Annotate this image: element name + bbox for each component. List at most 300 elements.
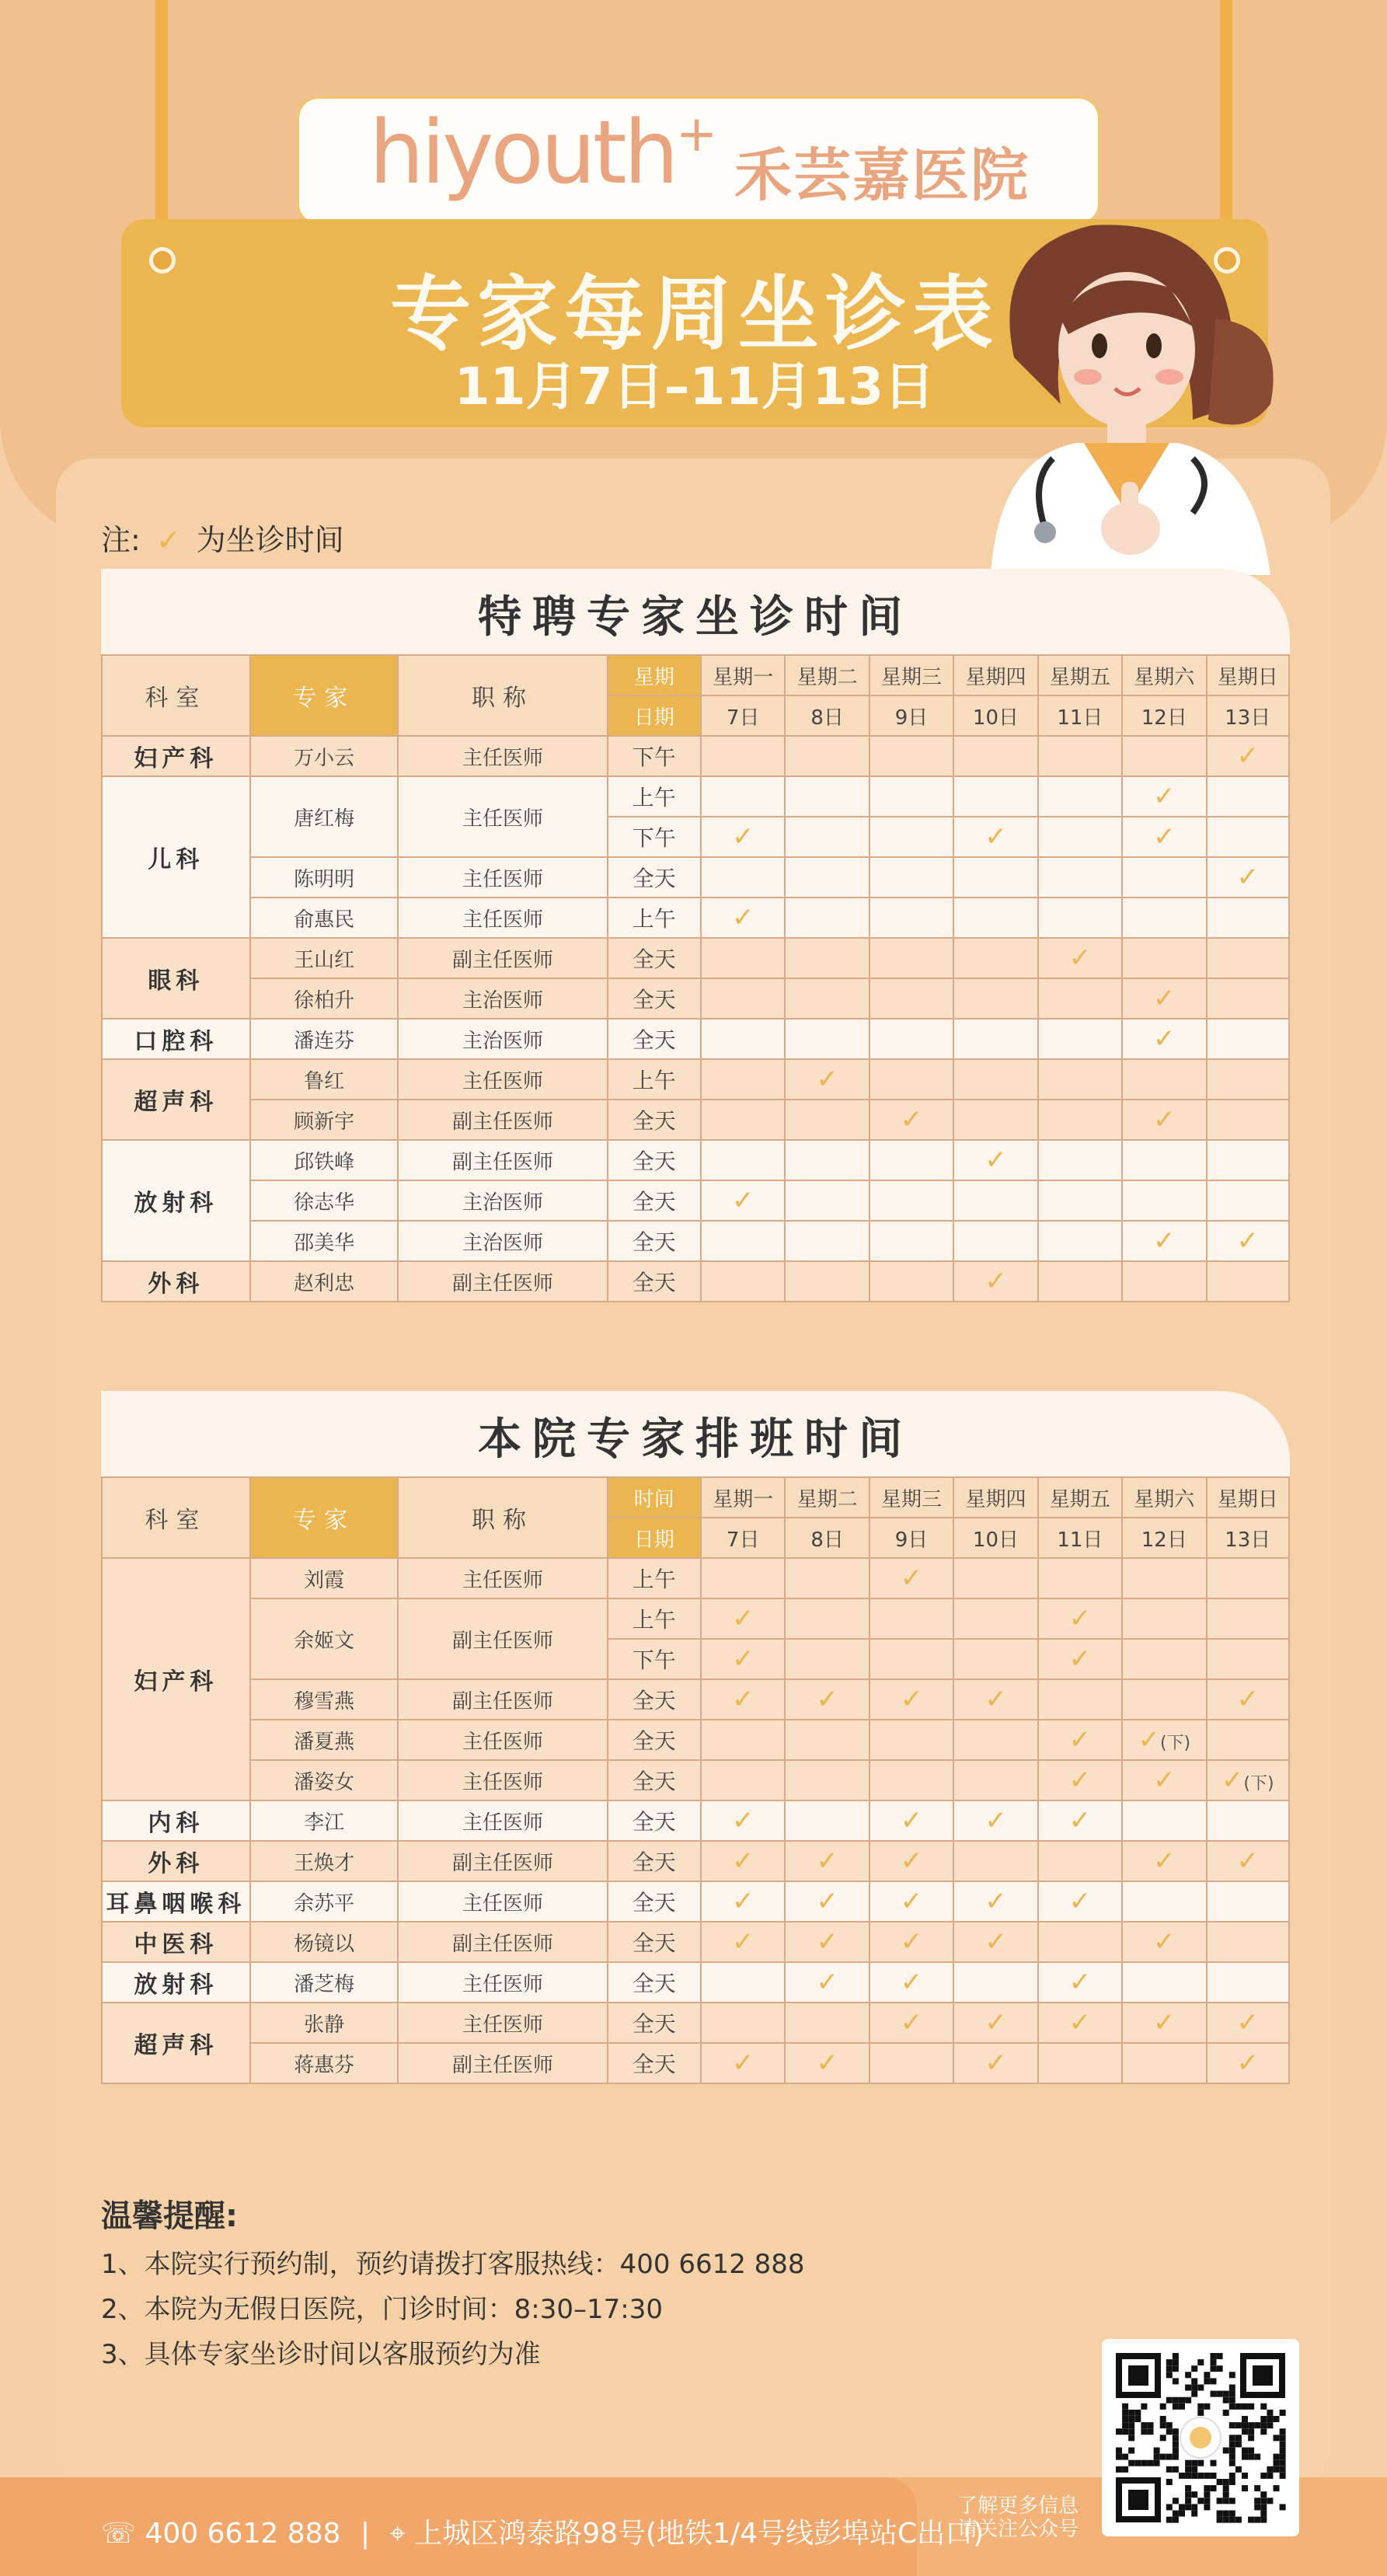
schedule-cell	[701, 1639, 785, 1679]
schedule-cell	[785, 1922, 869, 1962]
schedule-cell	[701, 1221, 785, 1261]
schedule-cell	[1038, 1019, 1122, 1059]
date-header: 10日	[953, 695, 1037, 736]
qr-code[interactable]	[1102, 2339, 1299, 2536]
table-row	[102, 938, 1289, 978]
schedule-cell	[869, 1800, 953, 1841]
schedule-cell	[869, 1019, 953, 1059]
schedule-cell	[1038, 2003, 1122, 2043]
check-icon: ✓(下)	[1138, 1724, 1191, 1755]
time-slot-cell: 全天	[608, 1922, 701, 1962]
check-icon: ✓	[1153, 983, 1176, 1014]
check-icon: ✓	[1153, 1765, 1176, 1796]
schedule-cell	[1207, 1962, 1289, 2003]
schedule-cell	[1122, 1180, 1206, 1221]
expert-name-cell: 邱铁峰	[250, 1140, 399, 1180]
expert-name-cell: 余姬文	[250, 1598, 399, 1679]
schedule-cell	[1038, 1679, 1122, 1720]
page-title: 专家每周坐诊表	[389, 267, 999, 361]
dept-cell: 内科	[102, 1800, 250, 1841]
schedule-cell	[1207, 1800, 1289, 1841]
schedule-cell	[869, 1598, 953, 1639]
section-header-inhouse	[101, 1391, 1290, 1476]
footer-contact	[101, 2512, 984, 2551]
table-row	[102, 1800, 1289, 1841]
expert-title-cell: 主任医师	[398, 776, 607, 857]
schedule-cell	[1038, 1598, 1122, 1639]
schedule-cell	[785, 1221, 869, 1261]
schedule-cell	[785, 898, 869, 938]
day-header: 星期四	[953, 655, 1037, 695]
expert-name-cell: 徐志华	[250, 1180, 399, 1221]
schedule-cell	[953, 1679, 1037, 1720]
expert-name-cell: 唐红梅	[250, 776, 399, 857]
time-slot-cell: 下午	[608, 1639, 701, 1679]
schedule-cell	[701, 857, 785, 898]
schedule-cell	[1038, 857, 1122, 898]
schedule-cell	[953, 817, 1037, 857]
date-header: 11日	[1038, 695, 1122, 736]
col-dept-header: 科室	[102, 655, 250, 736]
schedule-cell	[953, 1140, 1037, 1180]
schedule-cell	[785, 1800, 869, 1841]
time-slot-cell: 上午	[608, 898, 701, 938]
expert-title-cell: 主任医师	[398, 1558, 607, 1598]
tips-title: 温馨提醒:	[101, 2198, 238, 2234]
schedule-cell	[1207, 2003, 1289, 2043]
time-slot-cell: 上午	[608, 776, 701, 817]
schedule-cell	[1122, 817, 1206, 857]
table-row	[102, 1881, 1289, 1922]
section-title: 特聘专家坐诊时间	[478, 592, 913, 643]
check-icon: ✓	[816, 1967, 838, 1998]
schedule-cell	[1038, 1639, 1122, 1679]
schedule-cell	[1122, 1639, 1206, 1679]
check-icon: ✓	[900, 1846, 923, 1877]
schedule-cell	[953, 1100, 1037, 1140]
schedule-cell	[1207, 1598, 1289, 1639]
time-slot-cell: 全天	[608, 1140, 701, 1180]
time-slot-cell: 下午	[608, 817, 701, 857]
check-icon: ✓	[1068, 1967, 1092, 1998]
schedule-cell	[785, 1558, 869, 1598]
schedule-cell	[1207, 1261, 1289, 1302]
expert-name-cell: 顾新宇	[250, 1100, 399, 1140]
check-icon: ✓	[900, 2007, 923, 2038]
expert-title-cell: 主任医师	[398, 736, 607, 776]
day-header: 星期五	[1038, 655, 1122, 695]
time-slot-cell: 全天	[608, 1962, 701, 2003]
time-slot-cell: 全天	[608, 1800, 701, 1841]
schedule-cell	[785, 1598, 869, 1639]
expert-name-cell: 刘霞	[250, 1558, 399, 1598]
schedule-cell	[785, 1679, 869, 1720]
schedule-cell	[1122, 2003, 1206, 2043]
date-label: 日期	[608, 1518, 701, 1558]
schedule-cell	[785, 1059, 869, 1100]
check-icon: ✓	[731, 1846, 754, 1877]
time-slot-cell: 全天	[608, 1881, 701, 1922]
schedule-cell	[953, 1059, 1037, 1100]
schedule-cell	[701, 1800, 785, 1841]
schedule-cell	[1122, 1720, 1206, 1760]
schedule-cell	[1122, 736, 1206, 776]
time-slot-cell: 上午	[608, 1558, 701, 1598]
date-header: 7日	[701, 695, 785, 736]
schedule-cell	[701, 1679, 785, 1720]
schedule-cell	[701, 736, 785, 776]
schedule-cell	[1038, 1841, 1122, 1881]
schedule-cell	[1122, 1598, 1206, 1639]
hospital-name: 禾芸嘉医院	[734, 142, 1030, 209]
table-row	[102, 1598, 1289, 1639]
schedule-cell	[701, 1922, 785, 1962]
date-header: 7日	[701, 1518, 785, 1558]
schedule-cell	[953, 1180, 1037, 1221]
schedule-cell	[701, 1598, 785, 1639]
expert-name-cell: 潘芝梅	[250, 1962, 399, 2003]
schedule-cell	[1038, 1800, 1122, 1841]
check-icon: ✓	[816, 2048, 838, 2079]
schedule-cell	[953, 1841, 1037, 1881]
tip-item: 1、本院实行预约制，预约请拨打客服热线：400 6612 888	[101, 2249, 805, 2280]
time-slot-cell: 上午	[608, 1598, 701, 1639]
dept-cell: 外科	[102, 1841, 250, 1881]
col-title-header: 职称	[398, 655, 607, 736]
schedule-cell	[1207, 898, 1289, 938]
check-icon: ✓	[1236, 1846, 1259, 1877]
schedule-cell	[1122, 1261, 1206, 1302]
check-icon: ✓	[1153, 1104, 1176, 1135]
expert-name-cell: 赵利忠	[250, 1261, 399, 1302]
time-slot-cell: 全天	[608, 1841, 701, 1881]
time-slot-cell: 全天	[608, 938, 701, 978]
table-row	[102, 1720, 1289, 1760]
schedule-cell	[785, 978, 869, 1019]
check-icon: ✓	[1068, 2007, 1092, 2038]
expert-title-cell: 主治医师	[398, 1221, 607, 1261]
schedule-cell	[869, 1558, 953, 1598]
date-header: 9日	[869, 695, 953, 736]
schedule-cell	[785, 2003, 869, 2043]
expert-title-cell: 主任医师	[398, 1760, 607, 1800]
expert-name-cell: 陈明明	[250, 857, 399, 898]
dept-cell: 中医科	[102, 1922, 250, 1962]
date-header: 10日	[953, 1518, 1037, 1558]
schedule-cell	[1122, 1100, 1206, 1140]
expert-name-cell: 王焕才	[250, 1841, 399, 1881]
schedule-cell	[785, 857, 869, 898]
check-icon: ✓	[1236, 741, 1259, 772]
expert-title-cell: 主治医师	[398, 978, 607, 1019]
footer-address: 上城区鸿泰路98号(地铁1/4号线彭埠站C出口)	[414, 2518, 984, 2550]
schedule-cell	[1038, 1558, 1122, 1598]
schedule-cell	[1207, 817, 1289, 857]
table-row	[102, 1841, 1289, 1881]
expert-title-cell: 副主任医师	[398, 1598, 607, 1679]
qr-caption-line1: 了解更多信息	[957, 2494, 1079, 2518]
schedule-cell	[1207, 1881, 1289, 1922]
check-icon: ✓	[1068, 1603, 1092, 1634]
check-icon: ✓	[816, 1926, 838, 1957]
day-header: 星期二	[785, 655, 869, 695]
schedule-cell	[1122, 1059, 1206, 1100]
time-slot-cell: 全天	[608, 978, 701, 1019]
day-header: 星期二	[785, 1477, 869, 1518]
schedule-cell	[869, 817, 953, 857]
schedule-cell	[953, 1760, 1037, 1800]
expert-title-cell: 主任医师	[398, 857, 607, 898]
schedule-cell	[1207, 978, 1289, 1019]
check-icon: ✓	[1153, 821, 1176, 852]
schedule-cell	[1038, 1059, 1122, 1100]
time-slot-cell: 全天	[608, 1221, 701, 1261]
expert-name-cell: 余苏平	[250, 1881, 399, 1922]
date-label: 日期	[608, 695, 701, 736]
expert-title-cell: 副主任医师	[398, 1922, 607, 1962]
check-icon: ✓	[731, 1684, 754, 1715]
date-range: 11月7日–11月13日	[454, 357, 936, 417]
schedule-cell	[953, 978, 1037, 1019]
tip-item: 3、具体专家坐诊时间以客服预约为准	[101, 2339, 541, 2370]
schedule-cell	[1207, 1221, 1289, 1261]
schedule-cell	[1207, 776, 1289, 817]
schedule-cell	[1207, 938, 1289, 978]
schedule-cell	[1038, 1881, 1122, 1922]
dept-cell: 耳鼻咽喉科	[102, 1881, 250, 1922]
week-label: 时间	[608, 1477, 701, 1518]
dept-cell: 口腔科	[102, 1019, 250, 1059]
schedule-cell	[1207, 1140, 1289, 1180]
check-icon: ✓	[816, 1886, 838, 1917]
schedule-cell	[869, 857, 953, 898]
day-header: 星期六	[1122, 655, 1206, 695]
expert-title-cell: 副主任医师	[398, 1841, 607, 1881]
schedule-cell	[869, 1922, 953, 1962]
day-header: 星期一	[701, 1477, 785, 1518]
time-slot-cell: 全天	[608, 1679, 701, 1720]
time-slot-cell: 全天	[608, 1720, 701, 1760]
schedule-cell	[701, 1841, 785, 1881]
expert-name-cell: 王山红	[250, 938, 399, 978]
brand-plus: +	[675, 106, 715, 163]
table-row	[102, 1100, 1289, 1140]
schedule-cell	[785, 817, 869, 857]
date-header: 8日	[785, 1518, 869, 1558]
table-row	[102, 1922, 1289, 1962]
dept-cell: 放射科	[102, 1962, 250, 2003]
qr-caption-line2: 请关注公众号	[957, 2518, 1079, 2541]
schedule-cell	[1207, 2043, 1289, 2083]
schedule-cell	[1122, 1679, 1206, 1720]
schedule-cell	[785, 1261, 869, 1302]
expert-title-cell: 主任医师	[398, 1720, 607, 1760]
expert-name-cell: 蒋惠芬	[250, 2043, 399, 2083]
check-icon: ✓	[1068, 1724, 1092, 1755]
check-icon: ✓	[1068, 1765, 1092, 1796]
schedule-cell	[785, 1639, 869, 1679]
schedule-cell	[953, 1720, 1037, 1760]
brand-logo	[369, 103, 715, 204]
schedule-cell	[953, 776, 1037, 817]
schedule-cell	[1122, 1841, 1206, 1881]
expert-name-cell: 鲁红	[250, 1059, 399, 1100]
day-header: 星期五	[1038, 1477, 1122, 1518]
schedule-cell	[701, 1100, 785, 1140]
time-slot-cell: 全天	[608, 2043, 701, 2083]
dept-cell: 超声科	[102, 1059, 250, 1140]
table-row	[102, 1962, 1289, 2003]
expert-title-cell: 主任医师	[398, 898, 607, 938]
check-icon: ✓	[731, 1926, 754, 1957]
time-slot-cell: 全天	[608, 857, 701, 898]
schedule-cell	[701, 1962, 785, 2003]
note-text: 为坐诊时间	[196, 523, 344, 557]
schedule-cell	[1038, 978, 1122, 1019]
check-icon: ✓	[731, 1805, 754, 1836]
schedule-cell	[953, 736, 1037, 776]
schedule-cell	[869, 1261, 953, 1302]
day-header: 星期日	[1207, 1477, 1289, 1518]
schedule-cell	[1122, 1800, 1206, 1841]
expert-name-cell: 杨镜以	[250, 1922, 399, 1962]
time-slot-cell: 全天	[608, 1180, 701, 1221]
schedule-cell	[869, 1962, 953, 2003]
schedule-cell	[701, 2003, 785, 2043]
check-icon: ✓	[731, 1185, 754, 1216]
schedule-cell	[953, 1881, 1037, 1922]
expert-name-cell: 万小云	[250, 736, 399, 776]
schedule-cell	[785, 776, 869, 817]
check-icon: ✓	[1153, 2007, 1176, 2038]
schedule-cell	[1038, 1922, 1122, 1962]
expert-title-cell: 主任医师	[398, 1962, 607, 2003]
table-row	[102, 2003, 1289, 2043]
day-header: 星期三	[869, 1477, 953, 1518]
expert-title-cell: 副主任医师	[398, 1140, 607, 1180]
day-header: 星期四	[953, 1477, 1037, 1518]
schedule-cell	[953, 1922, 1037, 1962]
expert-title-cell: 主任医师	[398, 1059, 607, 1100]
schedule-cell	[869, 1760, 953, 1800]
hanging-rope-left	[155, 0, 168, 249]
time-slot-cell: 全天	[608, 1100, 701, 1140]
check-icon: ✓	[816, 1684, 838, 1715]
expert-title-cell: 副主任医师	[398, 938, 607, 978]
schedule-cell	[953, 2043, 1037, 2083]
schedule-cell	[869, 1720, 953, 1760]
schedule-cell	[1122, 978, 1206, 1019]
expert-title-cell: 副主任医师	[398, 1261, 607, 1302]
schedule-cell	[1207, 1720, 1289, 1760]
footer-phone[interactable]: 400 6612 888	[145, 2518, 341, 2550]
date-header: 13日	[1207, 695, 1289, 736]
schedule-cell	[1122, 1760, 1206, 1800]
table-row	[102, 978, 1289, 1019]
check-icon: ✓	[731, 902, 754, 933]
footer-divider: |	[360, 2518, 371, 2550]
schedule-cell	[1038, 1180, 1122, 1221]
schedule-cell	[1122, 1962, 1206, 2003]
table-row	[102, 2043, 1289, 2083]
schedule-cell	[785, 736, 869, 776]
tip-item: 2、本院为无假日医院，门诊时间：8:30–17:30	[101, 2294, 663, 2325]
time-slot-cell: 上午	[608, 1059, 701, 1100]
schedule-cell	[1207, 857, 1289, 898]
date-header: 12日	[1122, 1518, 1206, 1558]
table-row	[102, 1261, 1289, 1302]
expert-name-cell: 潘姿女	[250, 1760, 399, 1800]
schedule-cell	[953, 1639, 1037, 1679]
schedule-cell	[1207, 1760, 1289, 1800]
schedule-cell	[953, 1558, 1037, 1598]
check-icon: ✓	[984, 2048, 1007, 2079]
schedule-cell	[1207, 1841, 1289, 1881]
table-row	[102, 1558, 1289, 1598]
expert-title-cell: 副主任医师	[398, 2043, 607, 2083]
schedule-cell	[701, 978, 785, 1019]
date-header: 8日	[785, 695, 869, 736]
schedule-cell	[701, 2043, 785, 2083]
table-row	[102, 1019, 1289, 1059]
check-icon: ✓	[984, 821, 1007, 852]
schedule-cell	[1122, 2043, 1206, 2083]
day-header: 星期六	[1122, 1477, 1206, 1518]
schedule-cell	[1038, 1100, 1122, 1140]
schedule-cell	[785, 1019, 869, 1059]
check-icon: ✓(下)	[1221, 1765, 1274, 1796]
expert-title-cell: 主任医师	[398, 1881, 607, 1922]
schedule-cell	[1122, 1881, 1206, 1922]
schedule-cell	[869, 898, 953, 938]
schedule-cell	[785, 2043, 869, 2083]
schedule-cell	[701, 1019, 785, 1059]
schedule-cell	[869, 978, 953, 1019]
expert-name-cell: 潘夏燕	[250, 1720, 399, 1760]
check-icon: ✓	[984, 1684, 1007, 1715]
dept-cell: 放射科	[102, 1140, 250, 1261]
schedule-cell	[1038, 1962, 1122, 2003]
date-header: 12日	[1122, 695, 1206, 736]
dept-cell: 外科	[102, 1261, 250, 1302]
schedule-cell	[1038, 1261, 1122, 1302]
check-icon: ✓	[1068, 1644, 1092, 1675]
schedule-cell	[1207, 1100, 1289, 1140]
schedule-cell	[1207, 1679, 1289, 1720]
schedule-cell	[1038, 2043, 1122, 2083]
schedule-cell	[785, 1720, 869, 1760]
schedule-cell	[869, 1221, 953, 1261]
check-icon: ✓	[984, 1145, 1007, 1176]
inhouse-schedule-table	[101, 1476, 1290, 2084]
schedule-cell	[701, 1881, 785, 1922]
table-row	[102, 776, 1289, 817]
table-row	[102, 736, 1289, 776]
schedule-cell	[1122, 1922, 1206, 1962]
schedule-cell	[953, 1598, 1037, 1639]
legend-note	[101, 516, 344, 559]
schedule-cell	[1122, 1221, 1206, 1261]
check-icon: ✓	[1153, 1926, 1176, 1957]
check-icon: ✓	[1236, 1684, 1259, 1715]
time-slot-cell: 全天	[608, 2003, 701, 2043]
schedule-cell	[869, 2003, 953, 2043]
schedule-cell	[1122, 938, 1206, 978]
schedule-cell	[869, 2043, 953, 2083]
schedule-cell	[701, 1558, 785, 1598]
check-icon: ✓	[984, 1805, 1007, 1836]
date-header: 9日	[869, 1518, 953, 1558]
